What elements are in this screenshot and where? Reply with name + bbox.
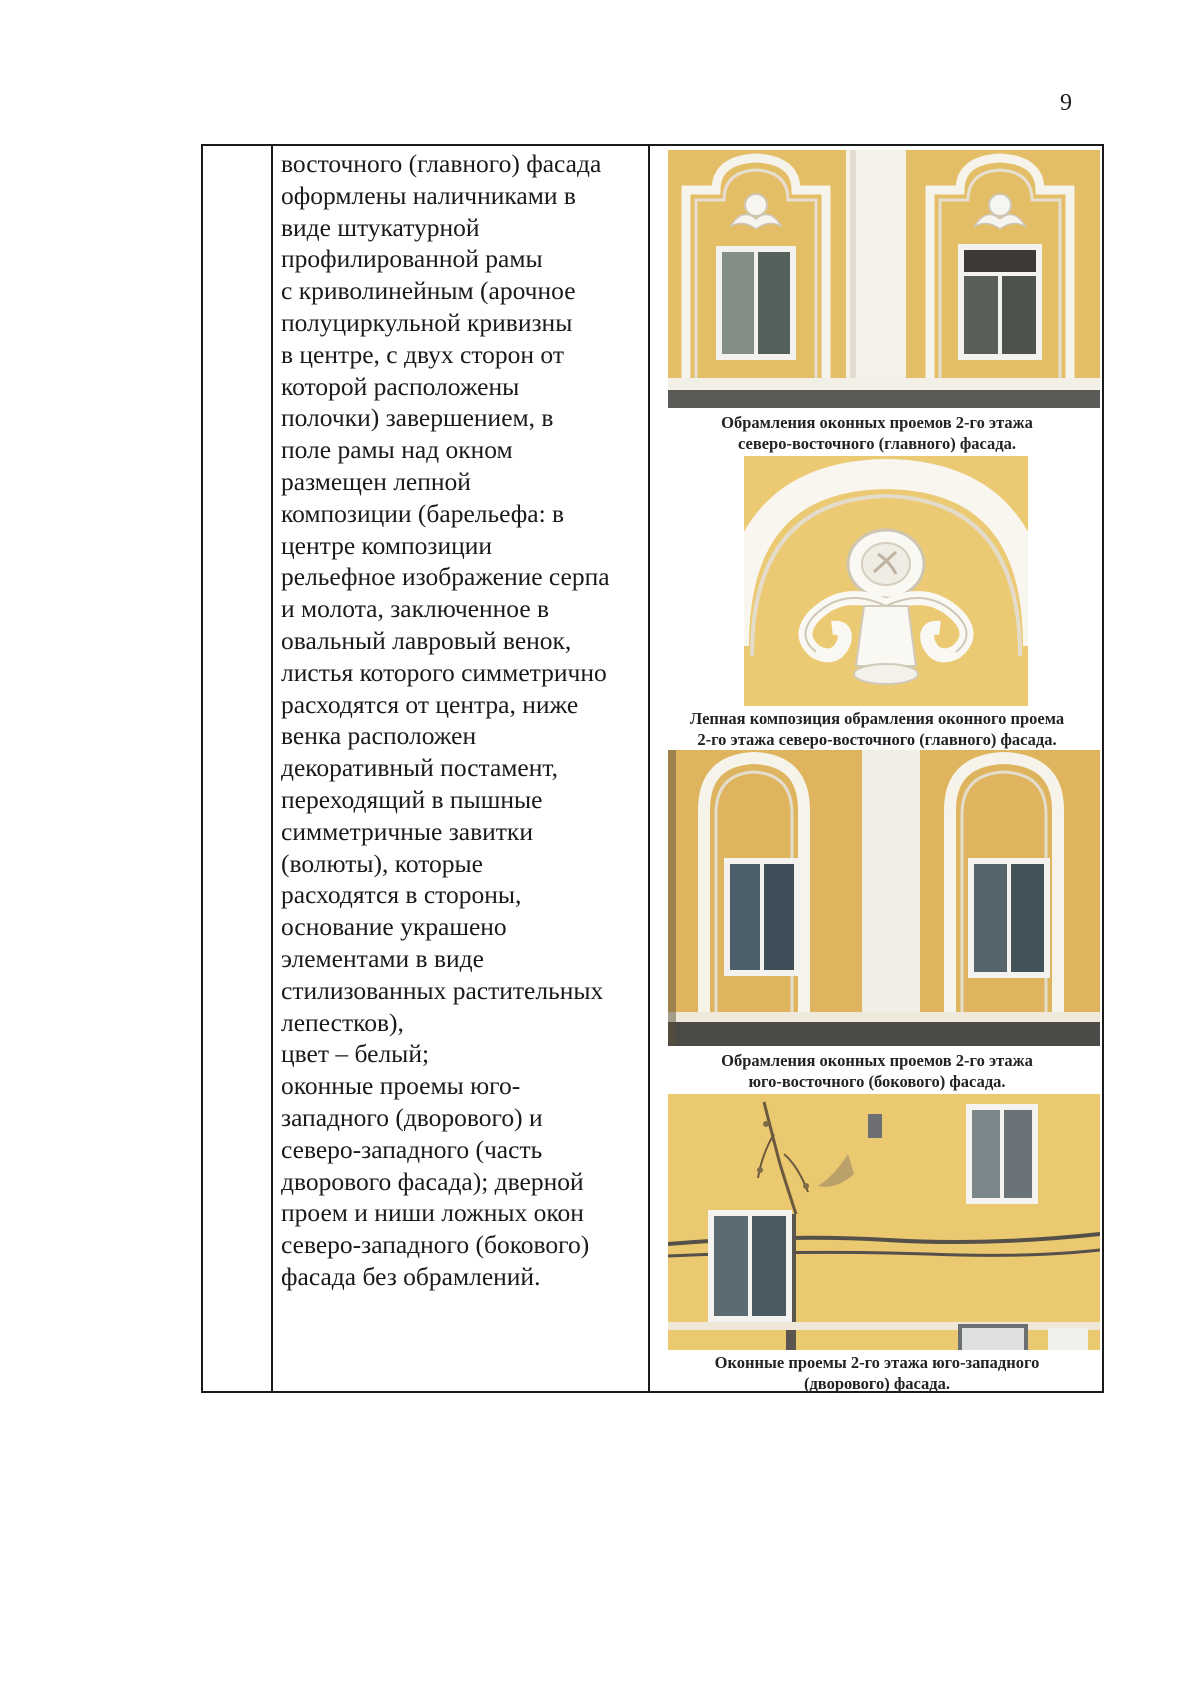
description-line: элементами в виде: [281, 943, 484, 973]
caption-line: (дворового) фасада.: [803, 1374, 951, 1393]
description-line: оконные проемы юго-: [281, 1071, 521, 1101]
courtyard-facade-photo: [668, 1094, 1100, 1350]
caption-line: юго-восточного (бокового) фасада.: [748, 1072, 1006, 1091]
description-line: композиции (барельефа: в: [281, 498, 565, 528]
description-line: западного (дворового) и: [281, 1102, 543, 1132]
description-line: овальный лавровый венок,: [281, 625, 572, 655]
description-line: полуциркульной кривизны: [281, 307, 573, 337]
description-line: с криволинейным (арочное: [281, 276, 576, 306]
description-line: полочки) завершением, в: [281, 403, 554, 433]
description-line: стилизованных растительных: [281, 975, 604, 1005]
description-line: восточного (главного) фасада: [281, 149, 602, 178]
description-line: расходятся от центра, ниже: [281, 689, 579, 719]
description-line: лепестков),: [281, 1007, 404, 1037]
facade-windows-photo: [668, 150, 1100, 408]
description-line: проем и ниши ложных окон: [281, 1198, 584, 1228]
description-line: (волюты), которые: [281, 848, 483, 878]
description-line: профилированной рамы: [281, 244, 543, 274]
caption-line: Лепная композиция обрамления оконного проема: [689, 709, 1065, 728]
description-line: размещен лепной: [281, 466, 471, 496]
description-line: дворового фасада); дверной: [281, 1166, 584, 1196]
description-line: симметричные завитки: [281, 816, 533, 846]
description-line: фасада без обрамлений.: [281, 1261, 541, 1291]
photo-caption: [652, 708, 1102, 750]
description-cell: [281, 148, 643, 1293]
description-line: в центре, с двух сторон от: [281, 339, 564, 369]
description-line: виде штукатурной: [281, 212, 480, 242]
description-line: северо-западного (бокового): [281, 1230, 590, 1260]
caption-line: Обрамления оконных проемов 2-го этажа: [721, 1051, 1033, 1070]
description-line: оформлены наличниками в: [281, 180, 576, 210]
document-table: [201, 144, 1104, 1393]
bas-relief-photo: [744, 456, 1028, 706]
description-line: расходятся в стороны,: [281, 880, 522, 910]
photo-column: [652, 146, 1102, 1391]
description-line: центре композиции: [281, 530, 493, 560]
description-line: декоративный постамент,: [281, 753, 559, 783]
description-line: поле рамы над окном: [281, 435, 513, 465]
photo-caption: [652, 412, 1102, 454]
side-facade-windows-photo: [668, 750, 1100, 1046]
description-line: северо-западного (часть: [281, 1134, 543, 1164]
description-line: которой расположены: [281, 371, 520, 401]
description-line: основание украшено: [281, 912, 507, 942]
caption-line: Обрамления оконных проемов 2-го этажа: [721, 413, 1033, 432]
description-line: цвет – белый;: [281, 1039, 430, 1069]
page-number: 9: [1060, 90, 1072, 116]
photo-caption: [652, 1352, 1102, 1394]
column-divider: [271, 146, 273, 1391]
description-line: переходящий в пышные: [281, 784, 543, 814]
description-line: рельефное изображение серпа: [281, 562, 610, 592]
caption-line: северо-восточного (главного) фасада.: [737, 434, 1017, 453]
caption-line: 2-го этажа северо-восточного (главного) фасада.: [697, 730, 1057, 749]
description-line: венка расположен: [281, 721, 477, 751]
caption-line: Оконные проемы 2-го этажа юго-западного: [714, 1353, 1040, 1372]
column-divider: [648, 146, 650, 1391]
photo-caption: [652, 1050, 1102, 1092]
description-line: листья которого симметрично: [281, 657, 607, 687]
description-line: и молота, заключенное в: [281, 594, 550, 624]
